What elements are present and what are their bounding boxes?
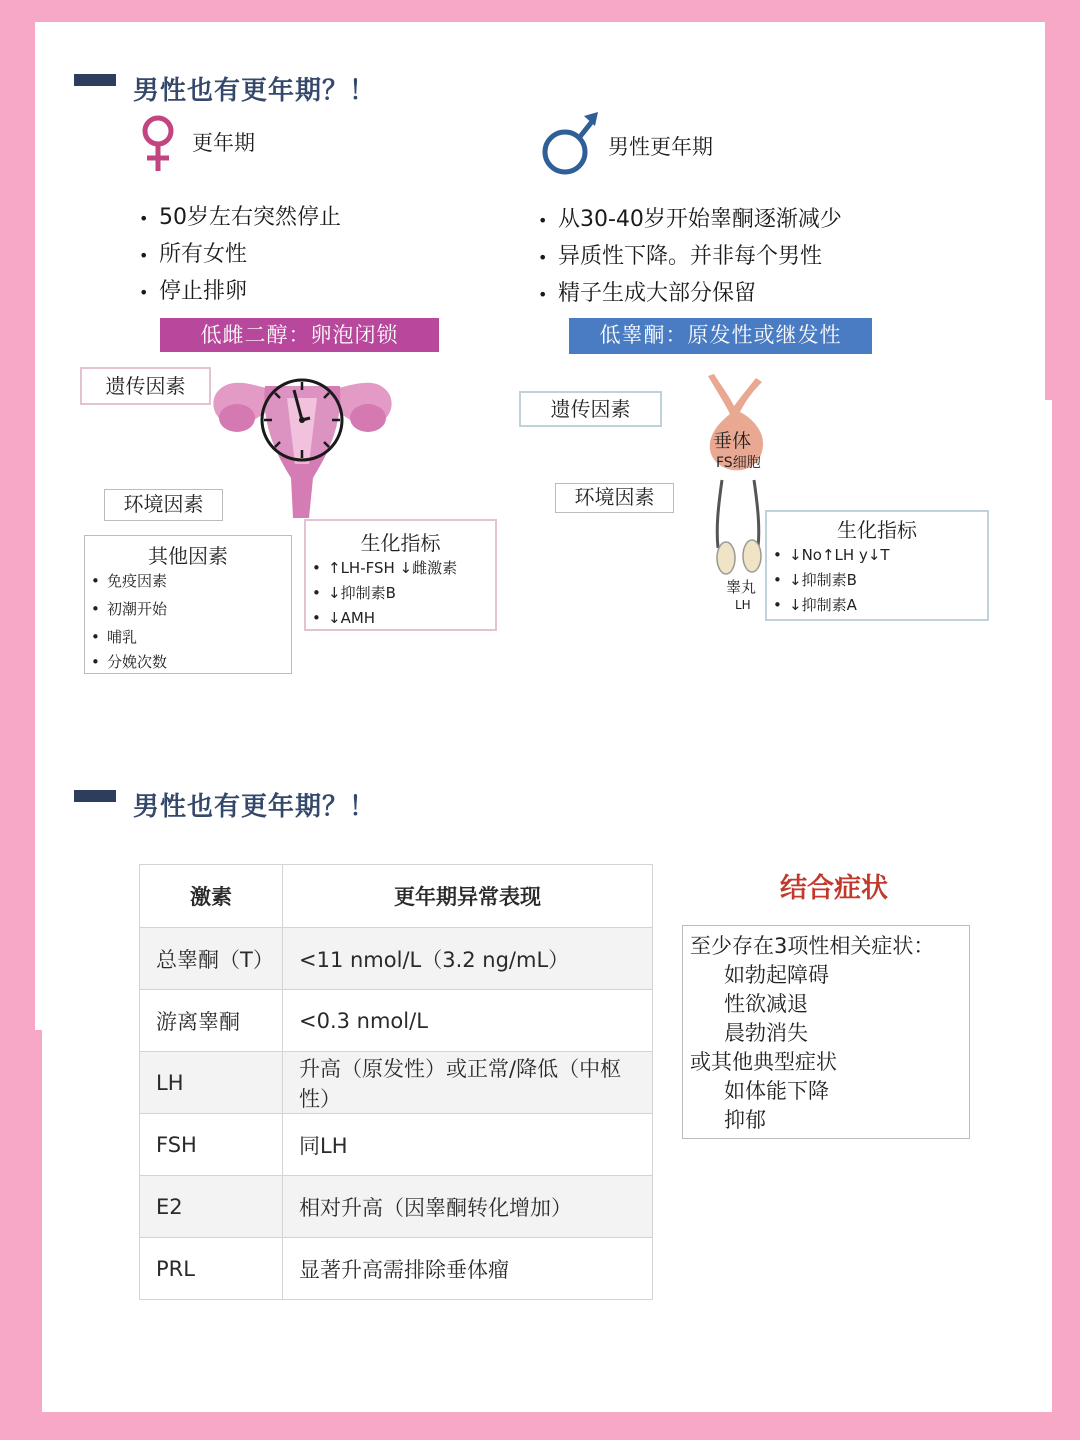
table-row bbox=[140, 1052, 653, 1114]
hormone-table bbox=[139, 864, 653, 1300]
section-title: 男性也有更年期？！ bbox=[133, 792, 377, 822]
female-biochem-box bbox=[304, 519, 497, 631]
male-bullet: • 异质性下降。并非每个男性 bbox=[538, 239, 842, 276]
male-biochem-item: • ↓抑制素B bbox=[773, 568, 987, 593]
male-symbol-icon bbox=[540, 110, 602, 180]
table-header-hormone: 激素 bbox=[140, 865, 283, 928]
symptom-item: 抑郁 bbox=[724, 1108, 766, 1132]
table-cell-hormone: 总睾酮（T） bbox=[140, 928, 283, 990]
symptoms-intro: 至少存在3项性相关症状： bbox=[690, 934, 935, 958]
male-biochem-box bbox=[765, 510, 989, 621]
table-cell-value: 升高（原发性）或正常/降低（中枢性） bbox=[283, 1052, 653, 1114]
female-symbol-icon bbox=[138, 113, 178, 175]
other-factor-item: • 初潮开始 bbox=[91, 597, 291, 622]
male-biochem-list bbox=[767, 543, 987, 618]
male-banner: 低睾酮：原发性或继发性 bbox=[569, 318, 872, 354]
table-header-row bbox=[140, 865, 653, 928]
symptoms-box bbox=[682, 925, 970, 1139]
testis-label: 睾丸 bbox=[726, 578, 757, 596]
table-row bbox=[140, 990, 653, 1052]
uterus-clock-illustration bbox=[205, 368, 400, 520]
female-heading: 更年期 bbox=[192, 131, 255, 155]
other-factor-item: • 分娩次数 bbox=[91, 650, 291, 675]
male-biochem-title: 生化指标 bbox=[837, 518, 917, 542]
male-bullet: • 精子生成大部分保留 bbox=[538, 276, 842, 313]
male-biochem-item: • ↓抑制素A bbox=[773, 593, 987, 618]
symptom-item: 如体能下降 bbox=[724, 1079, 829, 1103]
table-cell-value: <0.3 nmol/L bbox=[283, 990, 653, 1052]
female-biochem-item: • ↑LH-FSH ↓雌激素 bbox=[312, 556, 495, 581]
symptoms-title: 结合症状 bbox=[780, 873, 888, 904]
table-cell-hormone: PRL bbox=[140, 1238, 283, 1300]
female-bullet: • 所有女性 bbox=[139, 237, 341, 274]
table-row bbox=[140, 928, 653, 990]
table-cell-value: 相对升高（因睾酮转化增加） bbox=[283, 1176, 653, 1238]
female-bullet: • 50岁左右突然停止 bbox=[139, 200, 341, 237]
female-biochem-item: • ↓抑制素B bbox=[312, 581, 495, 606]
other-factor-item: • 哺乳 bbox=[91, 625, 291, 650]
table-cell-value: <11 nmol/L（3.2 ng/mL） bbox=[283, 928, 653, 990]
section-marker bbox=[74, 790, 116, 802]
female-biochem-item: • ↓AMH bbox=[312, 606, 495, 631]
female-environment-box: 环境因素 bbox=[104, 489, 223, 521]
male-environment-box: 环境因素 bbox=[555, 483, 674, 513]
symptom-item: 如勃起障碍 bbox=[724, 963, 829, 987]
table-cell-value: 同LH bbox=[283, 1114, 653, 1176]
symptom-item: 晨勃消失 bbox=[724, 1021, 808, 1045]
table-row bbox=[140, 1114, 653, 1176]
symptom-item: 性欲减退 bbox=[724, 992, 808, 1016]
table-cell-hormone: 游离睾酮 bbox=[140, 990, 283, 1052]
male-biochem-item: • ↓No↑LH y↓T bbox=[773, 543, 987, 568]
section-marker bbox=[74, 74, 116, 86]
female-genetic-box: 遗传因素 bbox=[80, 367, 211, 405]
symptoms-other-intro: 或其他典型症状 bbox=[690, 1050, 837, 1074]
female-biochem-title: 生化指标 bbox=[360, 531, 441, 555]
other-factor-item: • 免疫因素 bbox=[91, 569, 291, 594]
female-other-factors-box bbox=[84, 535, 292, 674]
female-biochem-list bbox=[306, 556, 495, 631]
male-bullet-list bbox=[538, 202, 842, 313]
table-cell-hormone: E2 bbox=[140, 1176, 283, 1238]
female-bullet-list bbox=[139, 200, 341, 311]
other-factors-list bbox=[85, 569, 291, 675]
testis-illustration bbox=[708, 478, 768, 580]
female-banner: 低雌二醇：卵泡闭锁 bbox=[160, 318, 439, 352]
male-heading: 男性更年期 bbox=[608, 135, 713, 159]
pituitary-label: 垂体 bbox=[713, 430, 752, 452]
male-genetic-box: 遗传因素 bbox=[519, 391, 662, 427]
table-row bbox=[140, 1238, 653, 1300]
female-bullet: • 停止排卵 bbox=[139, 274, 341, 311]
testis-sublabel: LH bbox=[735, 598, 751, 612]
table-cell-hormone: FSH bbox=[140, 1114, 283, 1176]
table-cell-value: 显著升高需排除垂体瘤 bbox=[283, 1238, 653, 1300]
pituitary-sublabel: FS细胞 bbox=[716, 455, 761, 471]
table-header-abnormal: 更年期异常表现 bbox=[283, 865, 653, 928]
table-cell-hormone: LH bbox=[140, 1052, 283, 1114]
table-row bbox=[140, 1176, 653, 1238]
other-factors-title: 其他因素 bbox=[148, 544, 228, 568]
male-bullet: • 从30-40岁开始睾酮逐渐减少 bbox=[538, 202, 842, 239]
section-title: 男性也有更年期？！ bbox=[133, 76, 377, 106]
